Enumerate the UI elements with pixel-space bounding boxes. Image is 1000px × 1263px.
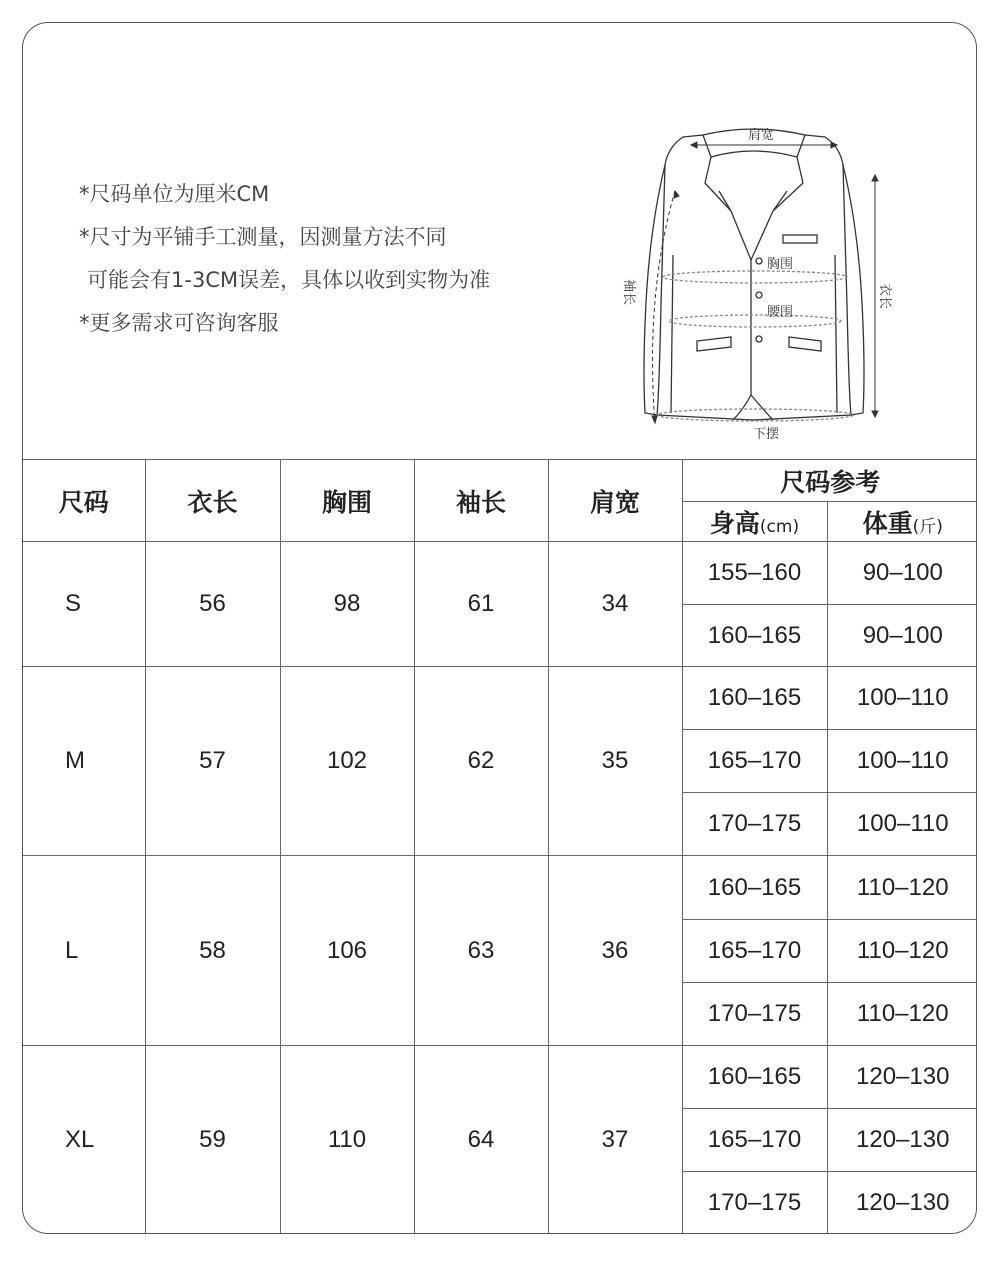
cell-height: 155–160 [682,542,827,605]
cell-weight: 120–130 [827,1109,977,1172]
table-row [23,1046,977,1109]
cell-weight: 120–130 [827,1046,977,1109]
cell-size: S [23,542,145,667]
cell-height: 170–175 [682,1172,827,1234]
header-chest: 胸围 [280,460,414,542]
cell-height: 170–175 [682,793,827,856]
jacket-diagram [593,95,893,455]
header-size-reference: 尺码参考 [682,460,977,502]
header-weight: 体重(斤) [827,502,977,542]
notes-block [79,173,490,345]
note-contact: *更多需求可咨询客服 [79,311,279,335]
size-chart-card [22,22,977,1234]
table-row [23,542,977,605]
cell-sleeve: 62 [414,667,548,856]
label-sleeve: 袖长 [621,279,636,306]
cell-height: 160–165 [682,1046,827,1109]
cell-height: 165–170 [682,1109,827,1172]
cell-length: 57 [145,667,280,856]
cell-chest: 106 [280,856,414,1046]
header-height: 身高(cm) [682,502,827,542]
cell-weight: 100–110 [827,793,977,856]
note-measurement: *尺寸为平铺手工测量，因测量方法不同 [79,225,447,249]
cell-chest: 98 [280,542,414,667]
cell-weight: 110–120 [827,856,977,920]
cell-weight: 110–120 [827,983,977,1046]
cell-chest: 110 [280,1046,414,1234]
header-size: 尺码 [23,460,145,542]
header-sleeve: 袖长 [414,460,548,542]
cell-shoulder: 36 [548,856,682,1046]
label-chest: 胸围 [767,257,794,272]
cell-sleeve: 64 [414,1046,548,1234]
header-shoulder: 肩宽 [548,460,682,542]
label-shoulder: 肩宽 [748,128,775,143]
cell-shoulder: 37 [548,1046,682,1234]
cell-length: 58 [145,856,280,1046]
cell-weight: 100–110 [827,667,977,730]
cell-weight: 110–120 [827,920,977,983]
label-waist: 腰围 [767,305,794,320]
note-tolerance: 可能会有1-3CM误差，具体以收到实物为准 [87,268,491,292]
cell-shoulder: 34 [548,542,682,667]
cell-size: XL [23,1046,145,1234]
cell-sleeve: 63 [414,856,548,1046]
cell-weight: 90–100 [827,542,977,605]
label-length: 衣长 [877,283,892,310]
cell-length: 59 [145,1046,280,1234]
cell-weight: 120–130 [827,1172,977,1234]
cell-length: 56 [145,542,280,667]
note-unit: *尺码单位为厘米CM [79,182,270,206]
cell-chest: 102 [280,667,414,856]
cell-shoulder: 35 [548,667,682,856]
cell-height: 160–165 [682,667,827,730]
cell-sleeve: 61 [414,542,548,667]
cell-height: 165–170 [682,920,827,983]
cell-height: 165–170 [682,730,827,793]
jacket-outline-icon [644,129,864,421]
cell-size: L [23,856,145,1046]
table-row [23,667,977,730]
cell-height: 160–165 [682,605,827,667]
label-hem: 下摆 [753,427,780,442]
cell-size: M [23,667,145,856]
size-table [23,459,977,1234]
table-row [23,856,977,920]
cell-height: 170–175 [682,983,827,1046]
header-length: 衣长 [145,460,280,542]
cell-weight: 100–110 [827,730,977,793]
cell-weight: 90–100 [827,605,977,667]
cell-height: 160–165 [682,856,827,920]
